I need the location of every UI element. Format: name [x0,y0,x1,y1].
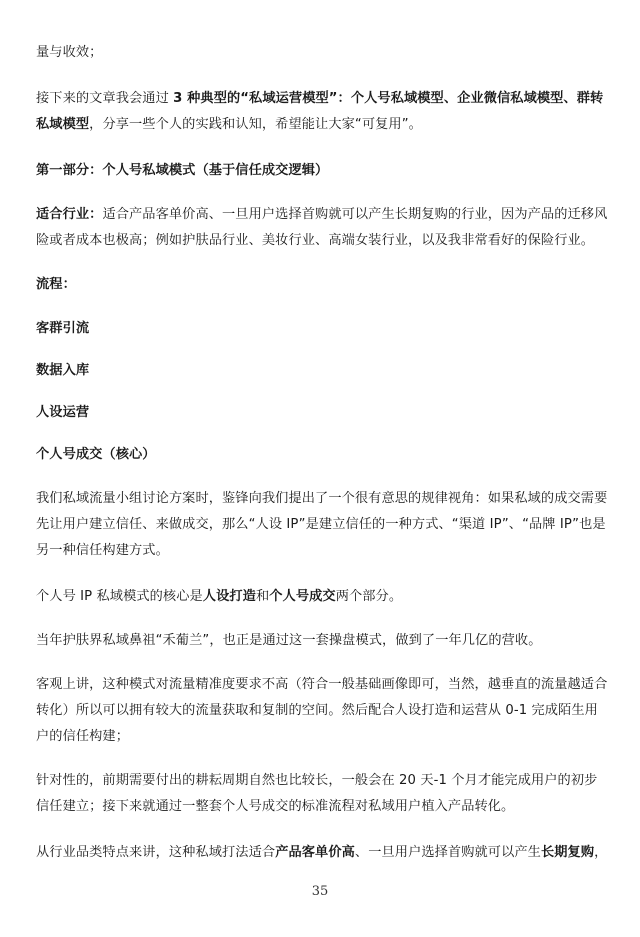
text-run: 客观上讲，这种模式对流量精准度要求不高（符合一般基础画像即可，当然，越垂直的流量越适合转化）所以可以拥有较大的流量获取和复制的空间。然后配合人设打造和运营从 0-1 完成陌生用户的信任构建； [36,677,608,744]
paragraph-1 [36,40,608,66]
bold-text-run: 产品客单价高 [275,845,355,860]
text-run: ， [594,845,608,860]
paragraph-4 [36,584,608,610]
bold-text-run: 3 种典型的“私域运营模型”：个人号私域模型、企业微信私域模型、群转私域模型 [36,91,604,132]
paragraph-3 [36,486,608,564]
paragraph-suitable-industry [36,202,608,254]
process-step-4 [36,442,608,468]
process-step-1 [36,316,608,342]
text-run: 接下来的文章我会通过 [36,91,174,106]
text-run: 两个部分。 [335,589,403,604]
bold-text-run: 长期复购 [540,845,595,860]
page-number: 35 [311,884,329,899]
text-run: 我们私域流量小组讨论方案时，鉴锋向我们提出了一个很有意思的规律视角：如果私域的成交需要先让用户建立信任、来做成交，那么“人设 IP”是建立信任的一种方式、“渠道 IP”、“品牌 IP”也是另一种信任构建方式。 [36,491,608,558]
text-run: ，分享一些个人的实践和认知，希望能让大家“可复用”。 [89,117,422,132]
paragraph-2 [36,86,608,138]
text-run: 和 [255,589,270,604]
heading-text: 人设运营 [36,405,90,420]
text-run: 当年护肤界私域鼻祖“禾葡兰”，也正是通过这一套操盘模式，做到了一年几亿的营收。 [36,633,542,648]
paragraph-6 [36,672,608,750]
heading-text: 客群引流 [36,321,90,336]
bold-text-run: 人设打造 [202,589,256,604]
text-run: 量与收效； [36,45,103,60]
paragraph-7 [36,768,608,820]
heading-text: 个人号成交（核心） [36,447,156,462]
text-run: 、一旦用户选择首购就可以产生 [354,845,541,860]
heading-text: 流程： [36,277,76,292]
text-run: 个人号 IP 私域模式的核心是 [36,589,203,604]
text-run: 适合产品客单价高、一旦用户选择首购就可以产生长期复购的行业，因为产品的迁移风险或者成本也极高；例如护肤品行业、美妆行业、高端女装行业，以及我非常看好的保险行业。 [36,207,608,248]
paragraph-8 [36,840,608,866]
process-label [36,272,608,298]
process-step-3 [36,400,608,426]
process-step-2 [36,358,608,384]
bold-text-run: 个人号成交 [269,589,336,604]
heading-text: 第一部分：个人号私域模式（基于信任成交逻辑） [36,163,329,178]
heading-text: 数据入库 [36,363,90,378]
paragraph-5 [36,628,608,654]
bold-text-run: 适合行业： [36,207,103,222]
section-heading [36,158,608,184]
text-run: 针对性的，前期需要付出的耕耘周期自然也比较长，一般会在 20 天-1 个月才能完成用户的初步信任建立；接下来就通过一整套个人号成交的标准流程对私域用户植入产品转化。 [36,773,598,814]
text-run: 从行业品类特点来讲，这种私域打法适合 [36,845,276,860]
